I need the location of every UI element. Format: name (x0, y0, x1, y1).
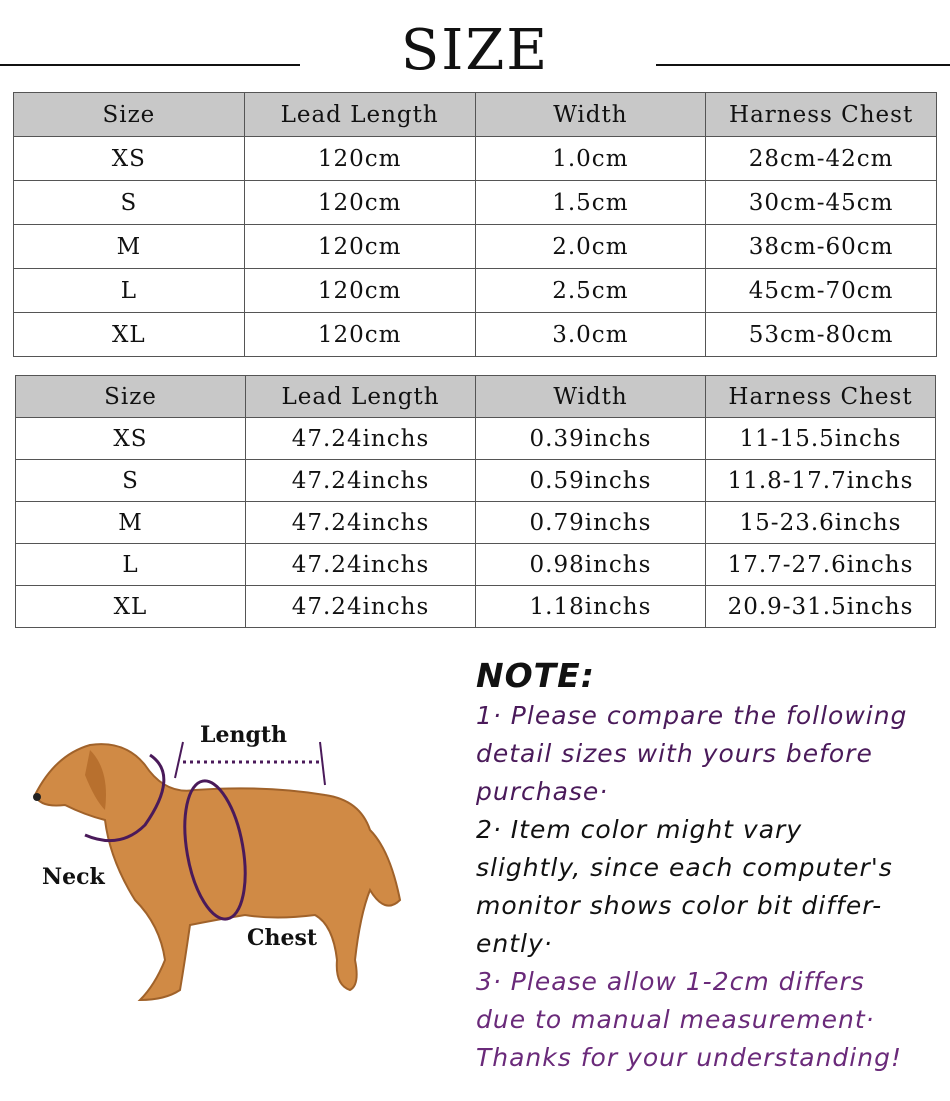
note-line: purchase· (476, 777, 609, 806)
table-row (14, 313, 937, 357)
cell-width: 1.18inchs (476, 586, 706, 628)
cell-width: 0.79inchs (476, 502, 706, 544)
table-row (16, 418, 936, 460)
cell-lead-length: 120cm (244, 269, 475, 313)
inch-size-table (15, 375, 936, 628)
header-lead-length: Lead Length (246, 376, 476, 418)
header-size: Size (14, 93, 245, 137)
cell-size: L (14, 269, 245, 313)
note-line: monitor shows color bit differ- (476, 891, 883, 920)
table-header-row (14, 93, 937, 137)
note-line: ently· (476, 929, 553, 958)
header-harness-chest: Harness Chest (706, 376, 936, 418)
cell-lead-length: 47.24inchs (246, 460, 476, 502)
cm-size-table (13, 92, 937, 357)
table-header-row (16, 376, 936, 418)
cell-width: 3.0cm (475, 313, 706, 357)
cell-lead-length: 120cm (244, 181, 475, 225)
dog-measurement-illustration (15, 700, 415, 1020)
length-tick-left (175, 742, 183, 778)
cell-size: XL (14, 313, 245, 357)
cell-size: XS (16, 418, 246, 460)
cell-lead-length: 47.24inchs (246, 502, 476, 544)
cell-harness-chest: 11.8-17.7inchs (706, 460, 936, 502)
table-row (14, 181, 937, 225)
cell-harness-chest: 38cm-60cm (706, 225, 937, 269)
table-row (14, 269, 937, 313)
header-lead-length: Lead Length (244, 93, 475, 137)
cell-lead-length: 120cm (244, 313, 475, 357)
cell-width: 1.0cm (475, 137, 706, 181)
table-row (16, 460, 936, 502)
cell-lead-length: 120cm (244, 137, 475, 181)
header-size: Size (16, 376, 246, 418)
chest-label: Chest (247, 925, 318, 951)
cell-lead-length: 47.24inchs (246, 544, 476, 586)
page-title: SIZE (400, 18, 550, 83)
table-row (16, 586, 936, 628)
cell-width: 0.98inchs (476, 544, 706, 586)
header-width: Width (475, 93, 706, 137)
note-line: 3· Please allow 1-2cm differs (476, 967, 865, 996)
table-row (16, 544, 936, 586)
cell-harness-chest: 15-23.6inchs (706, 502, 936, 544)
header-harness-chest: Harness Chest (706, 93, 937, 137)
cell-harness-chest: 20.9-31.5inchs (706, 586, 936, 628)
cell-width: 0.39inchs (476, 418, 706, 460)
note-line: 1· Please compare the following (476, 701, 908, 730)
cell-harness-chest: 45cm-70cm (706, 269, 937, 313)
cell-width: 1.5cm (475, 181, 706, 225)
header-width: Width (476, 376, 706, 418)
cell-width: 2.5cm (475, 269, 706, 313)
table-row (14, 225, 937, 269)
cell-lead-length: 47.24inchs (246, 586, 476, 628)
cell-size: M (16, 502, 246, 544)
note-line: Thanks for your understanding! (476, 1043, 902, 1072)
note-heading: NOTE: (476, 656, 595, 695)
cell-size: S (14, 181, 245, 225)
cell-size: XS (14, 137, 245, 181)
length-tick-right (320, 742, 325, 785)
note-line: slightly, since each computer's (476, 853, 893, 882)
cell-width: 2.0cm (475, 225, 706, 269)
table-row (16, 502, 936, 544)
cell-size: XL (16, 586, 246, 628)
cell-harness-chest: 53cm-80cm (706, 313, 937, 357)
cell-harness-chest: 11-15.5inchs (706, 418, 936, 460)
length-label: Length (200, 722, 288, 748)
cell-harness-chest: 30cm-45cm (706, 181, 937, 225)
cell-lead-length: 47.24inchs (246, 418, 476, 460)
neck-label: Neck (42, 864, 105, 890)
cell-lead-length: 120cm (244, 225, 475, 269)
cell-harness-chest: 17.7-27.6inchs (706, 544, 936, 586)
cell-harness-chest: 28cm-42cm (706, 137, 937, 181)
cell-size: M (14, 225, 245, 269)
table-row (14, 137, 937, 181)
note-line: detail sizes with yours before (476, 739, 873, 768)
cell-width: 0.59inchs (476, 460, 706, 502)
note-line: 2· Item color might vary (476, 815, 803, 844)
cell-size: L (16, 544, 246, 586)
cell-size: S (16, 460, 246, 502)
note-line: due to manual measurement· (476, 1005, 875, 1034)
note-section (476, 655, 946, 1077)
